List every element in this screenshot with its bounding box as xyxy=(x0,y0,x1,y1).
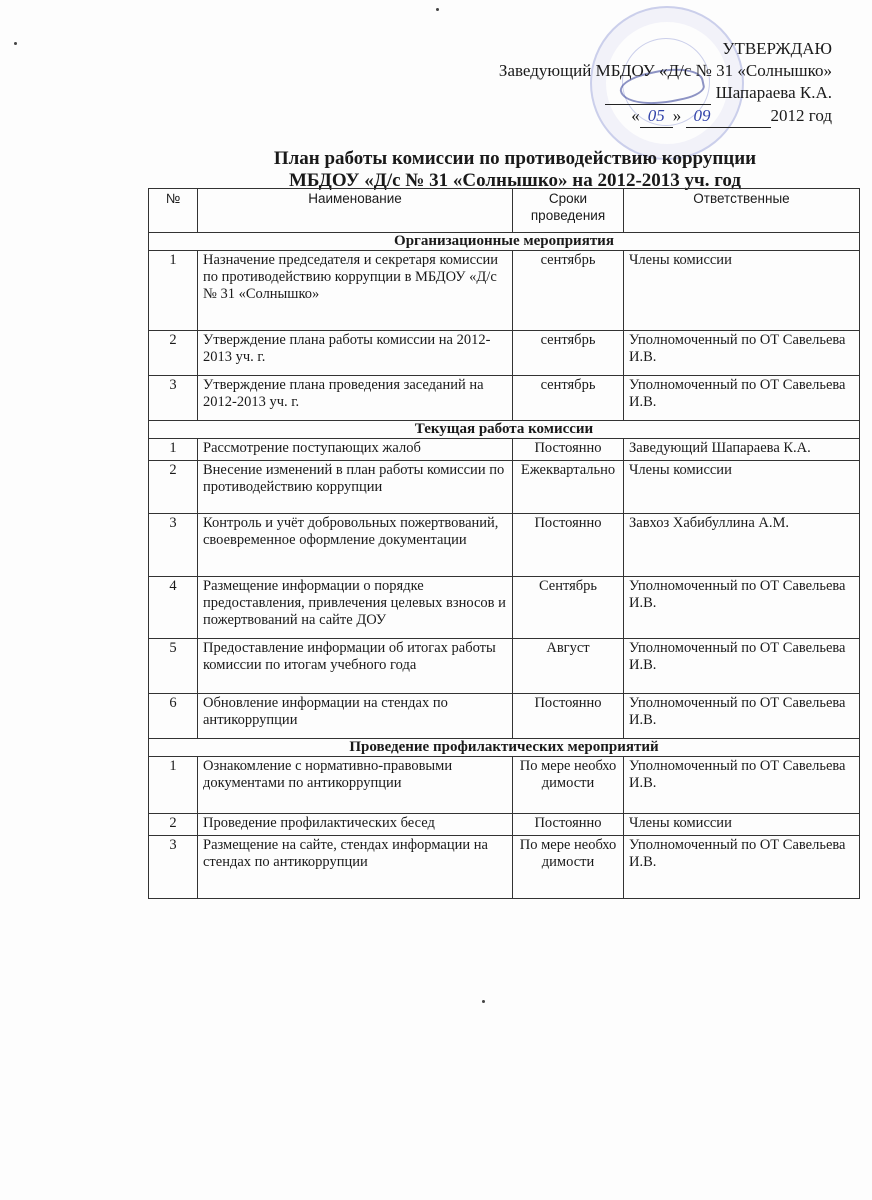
row-name: Внесение изменений в план работы комиссии по противодействию коррупции xyxy=(198,461,513,514)
approval-position: Заведующий МБДОУ «Д/с № 31 «Солнышко» xyxy=(498,61,832,80)
row-name: Контроль и учёт добровольных пожертвований, своевременное оформление документации xyxy=(198,514,513,577)
row-number: 2 xyxy=(149,814,198,836)
approval-year: 2012 год xyxy=(770,106,832,125)
row-number: 3 xyxy=(149,376,198,421)
col-name: Наименование xyxy=(198,189,513,233)
row-responsible: Уполномоченный по ОТ Савельева И.В. xyxy=(624,836,860,899)
row-dates: Постоянно xyxy=(513,814,624,836)
col-dates: Сроки проведения xyxy=(513,189,624,233)
row-name: Назначение председателя и секретаря комиссии по противодействию коррупции в МБДОУ «Д/с № 31 «Солнышко» xyxy=(198,251,513,331)
row-dates: Ежеквартально xyxy=(513,461,624,514)
plan-table xyxy=(148,188,860,899)
row-name: Размещение на сайте, стендах информации на стендах по антикоррупции xyxy=(198,836,513,899)
row-responsible: Уполномоченный по ОТ Савельева И.В. xyxy=(624,331,860,376)
row-responsible: Члены комиссии xyxy=(624,814,860,836)
row-dates: сентябрь xyxy=(513,376,624,421)
title-line-2: МБДОУ «Д/с № 31 «Солнышко» на 2012-2013 уч. год xyxy=(289,170,741,191)
row-number: 5 xyxy=(149,639,198,694)
row-responsible: Уполномоченный по ОТ Савельева И.В. xyxy=(624,639,860,694)
row-name: Обновление информации на стендах по антикоррупции xyxy=(198,694,513,739)
row-dates: сентябрь xyxy=(513,251,624,331)
row-dates: По мере необходимости xyxy=(513,836,624,899)
title-line-1: План работы комиссии по противодействию коррупции xyxy=(273,148,757,169)
row-responsible: Уполномоченный по ОТ Савельева И.В. xyxy=(624,694,860,739)
row-number: 3 xyxy=(149,836,198,899)
row-name: Утверждение плана работы комиссии на 2012-2013 уч. г. xyxy=(198,331,513,376)
table-row xyxy=(149,757,860,814)
row-number: 1 xyxy=(149,757,198,814)
table-row xyxy=(149,836,860,899)
table-row xyxy=(149,461,860,514)
row-dates: Август xyxy=(513,639,624,694)
row-responsible: Члены комиссии xyxy=(624,461,860,514)
scan-speck xyxy=(436,8,439,11)
table-row xyxy=(149,251,860,331)
row-responsible: Уполномоченный по ОТ Савельева И.В. xyxy=(624,757,860,814)
row-responsible: Уполномоченный по ОТ Савельева И.В. xyxy=(624,376,860,421)
col-number: № xyxy=(149,189,198,233)
table-row xyxy=(149,694,860,739)
section-row xyxy=(149,421,860,439)
row-dates: Постоянно xyxy=(513,694,624,739)
row-name: Проведение профилактических бесед xyxy=(198,814,513,836)
row-name: Размещение информации о порядке предоставления, привлечения целевых взносов и пожертвований на сайте ДОУ xyxy=(198,577,513,639)
table-row xyxy=(149,577,860,639)
row-dates: сентябрь xyxy=(513,331,624,376)
table-row xyxy=(149,814,860,836)
table-row xyxy=(149,439,860,461)
row-dates: Постоянно xyxy=(513,439,624,461)
row-responsible: Члены комиссии xyxy=(624,251,860,331)
row-dates: Постоянно xyxy=(513,514,624,577)
approval-day: 05 xyxy=(640,105,673,128)
approval-title: УТВЕРЖДАЮ xyxy=(722,39,832,58)
approval-month: 09 xyxy=(686,105,771,128)
section-title: Текущая работа комиссии xyxy=(149,421,860,439)
row-name: Ознакомление с нормативно-правовыми документами по антикоррупции xyxy=(198,757,513,814)
table-row xyxy=(149,376,860,421)
row-name: Утверждение плана проведения заседаний на 2012-2013 уч. г. xyxy=(198,376,513,421)
table-row xyxy=(149,514,860,577)
row-number: 6 xyxy=(149,694,198,739)
table-row xyxy=(149,331,860,376)
row-number: 2 xyxy=(149,331,198,376)
row-dates: Сентябрь xyxy=(513,577,624,639)
row-responsible: Уполномоченный по ОТ Савельева И.В. xyxy=(624,577,860,639)
row-number: 4 xyxy=(149,577,198,639)
section-title: Проведение профилактических мероприятий xyxy=(149,739,860,757)
scan-speck xyxy=(482,1000,485,1003)
col-responsible: Ответственные xyxy=(624,189,860,233)
section-title: Организационные мероприятия xyxy=(149,233,860,251)
document-title xyxy=(0,148,872,192)
row-number: 1 xyxy=(149,439,198,461)
row-number: 3 xyxy=(149,514,198,577)
row-number: 2 xyxy=(149,461,198,514)
row-responsible: Завхоз Хабибуллина А.М. xyxy=(624,514,860,577)
row-name: Рассмотрение поступающих жалоб xyxy=(198,439,513,461)
row-responsible: Заведующий Шапараева К.А. xyxy=(624,439,860,461)
section-row xyxy=(149,233,860,251)
section-row xyxy=(149,739,860,757)
approval-name: Шапараева К.А. xyxy=(715,83,832,102)
row-dates: По мере необходимости xyxy=(513,757,624,814)
scan-speck xyxy=(14,42,17,45)
approval-block: УТВЕРЖДАЮ Заведующий МБДОУ «Д/с № 31 «Солнышко» Шапараева К.А. « 05 » 09 2012 год xyxy=(499,38,832,128)
row-name: Предоставление информации об итогах работы комиссии по итогам учебного года xyxy=(198,639,513,694)
row-number: 1 xyxy=(149,251,198,331)
table-row xyxy=(149,639,860,694)
